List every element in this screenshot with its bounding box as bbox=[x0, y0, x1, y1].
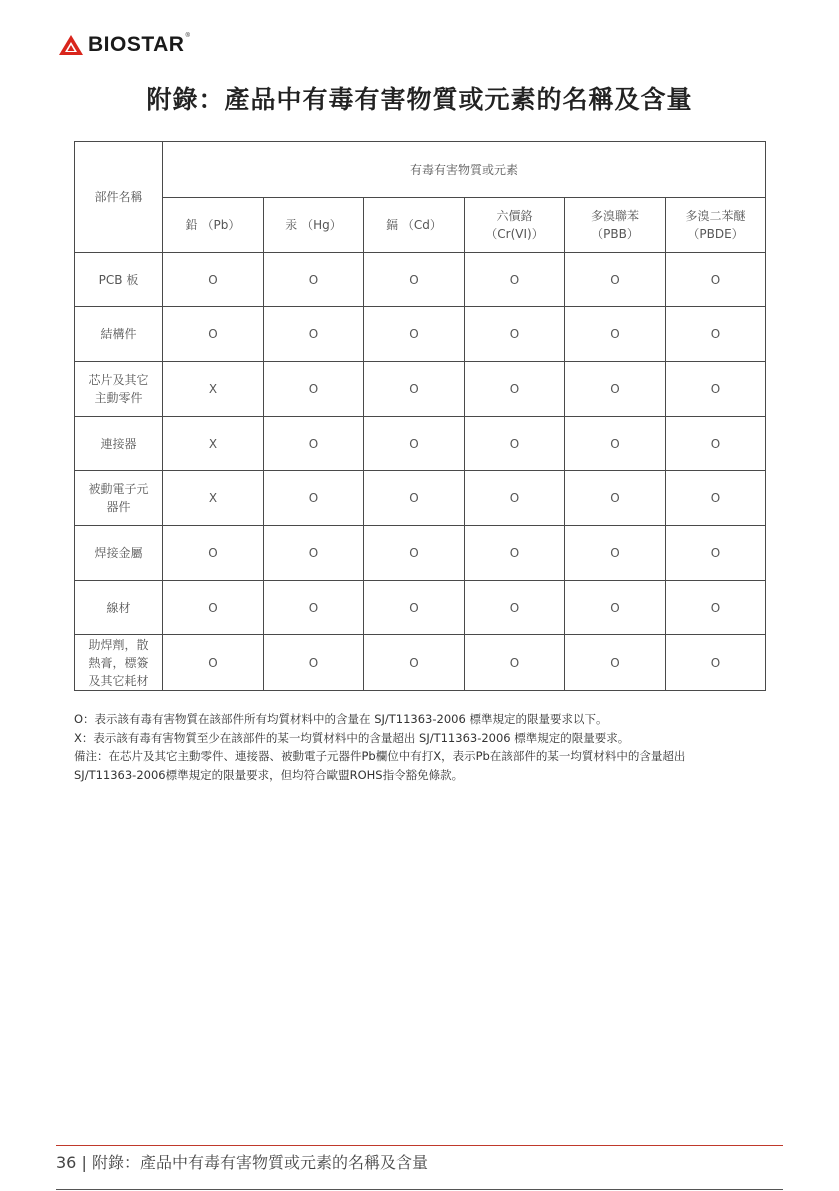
compliance-mark: O bbox=[308, 272, 319, 287]
compliance-cell bbox=[666, 307, 766, 362]
compliance-cell bbox=[565, 362, 666, 417]
part-name-cell bbox=[75, 635, 163, 691]
substance-header-row bbox=[75, 198, 766, 253]
part-name-cell bbox=[75, 362, 163, 417]
part-name: 熱膏，標簽 bbox=[88, 655, 149, 670]
compliance-cell bbox=[364, 417, 465, 471]
compliance-cell bbox=[264, 362, 364, 417]
compliance-cell bbox=[364, 471, 465, 526]
hazardous-substances-table bbox=[74, 141, 766, 691]
compliance-cell bbox=[163, 417, 264, 471]
biostar-logo-icon bbox=[58, 34, 84, 56]
substance-name: 汞 （Hg） bbox=[285, 218, 342, 232]
compliance-cell bbox=[666, 581, 766, 635]
compliance-cell bbox=[465, 581, 565, 635]
compliance-cell bbox=[364, 581, 465, 635]
compliance-cell bbox=[565, 581, 666, 635]
compliance-mark: O bbox=[509, 655, 520, 670]
table-row bbox=[75, 253, 766, 307]
compliance-mark: O bbox=[409, 600, 419, 615]
compliance-mark: O bbox=[610, 272, 620, 287]
compliance-mark: O bbox=[610, 491, 620, 505]
note-x: X：表示該有毒有害物質至少在該部件的某一均質材料中的含量超出 SJ/T11363-2006 標準規定的限量要求。 bbox=[74, 730, 630, 745]
compliance-mark: O bbox=[610, 546, 620, 560]
table-row bbox=[75, 362, 766, 417]
compliance-mark: O bbox=[409, 436, 419, 451]
compliance-cell bbox=[163, 581, 264, 635]
part-name: 器件 bbox=[106, 500, 131, 514]
compliance-mark: O bbox=[308, 491, 319, 505]
compliance-cell bbox=[565, 417, 666, 471]
compliance-cell bbox=[465, 307, 565, 362]
header-row bbox=[75, 142, 766, 198]
footer-divider-bottom bbox=[56, 1189, 783, 1190]
note-o: O：表示該有毒有害物質在該部件所有均質材料中的含量在 SJ/T11363-2006 標準規定的限量要求以下。 bbox=[74, 712, 608, 726]
compliance-cell bbox=[264, 581, 364, 635]
part-name: PCB 板 bbox=[98, 272, 139, 287]
compliance-mark: O bbox=[208, 600, 218, 615]
compliance-cell bbox=[666, 417, 766, 471]
compliance-cell bbox=[666, 253, 766, 307]
compliance-cell bbox=[565, 471, 666, 526]
compliance-mark: O bbox=[610, 600, 620, 615]
compliance-mark: O bbox=[610, 655, 620, 670]
compliance-mark: O bbox=[308, 436, 319, 451]
compliance-mark: O bbox=[308, 600, 319, 615]
compliance-mark: O bbox=[710, 272, 721, 287]
substance-symbol: （PBDE） bbox=[687, 227, 744, 241]
compliance-cell bbox=[364, 362, 465, 417]
compliance-cell bbox=[465, 635, 565, 691]
compliance-mark: O bbox=[509, 327, 520, 341]
substance-symbol: （Cr(VI)） bbox=[485, 227, 544, 241]
compliance-mark: O bbox=[710, 546, 721, 560]
compliance-cell bbox=[465, 526, 565, 581]
compliance-cell bbox=[565, 253, 666, 307]
substance-name: 鎘 （Cd） bbox=[386, 218, 442, 232]
part-name: 助焊劑，散 bbox=[88, 637, 149, 652]
compliance-mark: O bbox=[308, 382, 319, 396]
compliance-mark: O bbox=[208, 272, 218, 287]
table-row bbox=[75, 581, 766, 635]
compliance-mark: O bbox=[208, 327, 218, 341]
substance-name: 多溴二苯醚 bbox=[685, 209, 746, 223]
compliance-mark: O bbox=[610, 327, 620, 341]
compliance-mark: O bbox=[409, 327, 419, 341]
substance-header bbox=[364, 198, 465, 253]
compliance-cell bbox=[264, 471, 364, 526]
compliance-cell bbox=[666, 362, 766, 417]
footer bbox=[56, 1150, 428, 1173]
compliance-cell bbox=[666, 471, 766, 526]
compliance-cell bbox=[163, 307, 264, 362]
compliance-mark: O bbox=[710, 436, 721, 451]
compliance-cell bbox=[465, 253, 565, 307]
compliance-cell bbox=[465, 471, 565, 526]
compliance-mark: O bbox=[409, 491, 419, 505]
part-name-header-label: 部件名稱 bbox=[94, 190, 143, 204]
substance-header bbox=[264, 198, 364, 253]
compliance-cell bbox=[264, 307, 364, 362]
compliance-cell bbox=[264, 417, 364, 471]
compliance-mark: O bbox=[509, 491, 520, 505]
table-row bbox=[75, 635, 766, 691]
compliance-mark: O bbox=[409, 546, 419, 560]
part-name-header bbox=[75, 142, 163, 253]
part-name: 連接器 bbox=[100, 436, 137, 451]
compliance-mark: O bbox=[308, 327, 319, 341]
compliance-cell bbox=[666, 526, 766, 581]
notes bbox=[74, 710, 774, 784]
compliance-mark: O bbox=[409, 655, 419, 670]
substances-group-label: 有毒有害物質或元素 bbox=[410, 162, 519, 177]
compliance-mark: X bbox=[208, 436, 218, 451]
part-name-cell bbox=[75, 417, 163, 471]
compliance-cell bbox=[264, 253, 364, 307]
compliance-mark: O bbox=[610, 436, 620, 451]
compliance-cell bbox=[364, 307, 465, 362]
compliance-mark: X bbox=[208, 382, 218, 396]
part-name-cell bbox=[75, 471, 163, 526]
part-name: 結構件 bbox=[100, 327, 137, 341]
note-remark-1: 備注：在芯片及其它主動零件、連接器、被動電子元器件Pb欄位中有打X，表示Pb在該部件的某一均質材料中的含量超出 bbox=[74, 749, 686, 763]
compliance-mark: O bbox=[710, 600, 721, 615]
compliance-cell bbox=[163, 635, 264, 691]
compliance-mark: O bbox=[710, 327, 721, 341]
substance-symbol: （PBB） bbox=[591, 227, 639, 241]
compliance-cell bbox=[465, 362, 565, 417]
substance-header bbox=[666, 198, 766, 253]
part-name: 被動電子元 bbox=[88, 482, 149, 496]
table-row bbox=[75, 471, 766, 526]
footer-section-title: 附錄：產品中有毒有害物質或元素的名稱及含量 bbox=[91, 1153, 428, 1172]
compliance-mark: O bbox=[610, 382, 620, 396]
compliance-cell bbox=[163, 526, 264, 581]
compliance-mark: O bbox=[308, 655, 319, 670]
substance-header bbox=[565, 198, 666, 253]
compliance-mark: O bbox=[409, 382, 419, 396]
compliance-mark: X bbox=[208, 491, 218, 505]
biostar-logo bbox=[58, 32, 190, 58]
compliance-cell bbox=[364, 253, 465, 307]
part-name: 芯片及其它 bbox=[88, 373, 149, 387]
part-name-cell bbox=[75, 307, 163, 362]
page-title: 附錄：產品中有毒有害物質或元素的名稱及含量 bbox=[146, 85, 693, 114]
table-row bbox=[75, 417, 766, 471]
substance-header bbox=[163, 198, 264, 253]
compliance-cell bbox=[465, 417, 565, 471]
brand-name: BIOSTAR® bbox=[88, 33, 191, 56]
compliance-cell bbox=[666, 635, 766, 691]
compliance-cell bbox=[163, 471, 264, 526]
compliance-cell bbox=[364, 526, 465, 581]
compliance-cell bbox=[565, 635, 666, 691]
substance-name: 鉛 （Pb） bbox=[185, 218, 241, 232]
substance-header bbox=[465, 198, 565, 253]
footer-separator: | bbox=[81, 1153, 87, 1172]
compliance-mark: O bbox=[710, 382, 721, 396]
compliance-cell bbox=[264, 635, 364, 691]
compliance-cell bbox=[163, 253, 264, 307]
compliance-mark: O bbox=[208, 655, 218, 670]
compliance-cell bbox=[565, 307, 666, 362]
part-name-cell bbox=[75, 581, 163, 635]
footer-divider-top bbox=[56, 1145, 783, 1146]
table-row bbox=[75, 526, 766, 581]
compliance-mark: O bbox=[509, 600, 520, 615]
compliance-mark: O bbox=[509, 272, 520, 287]
compliance-mark: O bbox=[509, 382, 520, 396]
compliance-mark: O bbox=[509, 546, 520, 560]
compliance-mark: O bbox=[208, 546, 218, 560]
compliance-cell bbox=[565, 526, 666, 581]
compliance-mark: O bbox=[710, 655, 721, 670]
part-name: 主動零件 bbox=[94, 391, 143, 405]
compliance-mark: O bbox=[308, 546, 319, 560]
substance-name: 多溴聯苯 bbox=[590, 209, 639, 223]
substances-group-header bbox=[163, 142, 766, 198]
part-name-cell bbox=[75, 526, 163, 581]
compliance-mark: O bbox=[509, 436, 520, 451]
compliance-cell bbox=[163, 362, 264, 417]
table-row bbox=[75, 307, 766, 362]
compliance-mark: O bbox=[710, 491, 721, 505]
compliance-mark: O bbox=[409, 272, 419, 287]
compliance-cell bbox=[264, 526, 364, 581]
part-name: 線材 bbox=[106, 600, 131, 615]
note-remark-2: SJ/T11363-2006標準規定的限量要求，但均符合歐盟ROHS指令豁免條款。 bbox=[74, 767, 464, 782]
part-name: 及其它耗材 bbox=[88, 673, 149, 688]
substance-name: 六價鉻 bbox=[496, 209, 533, 223]
part-name: 焊接金屬 bbox=[94, 546, 143, 560]
compliance-cell bbox=[364, 635, 465, 691]
part-name-cell bbox=[75, 253, 163, 307]
page-number: 36 bbox=[56, 1153, 77, 1172]
